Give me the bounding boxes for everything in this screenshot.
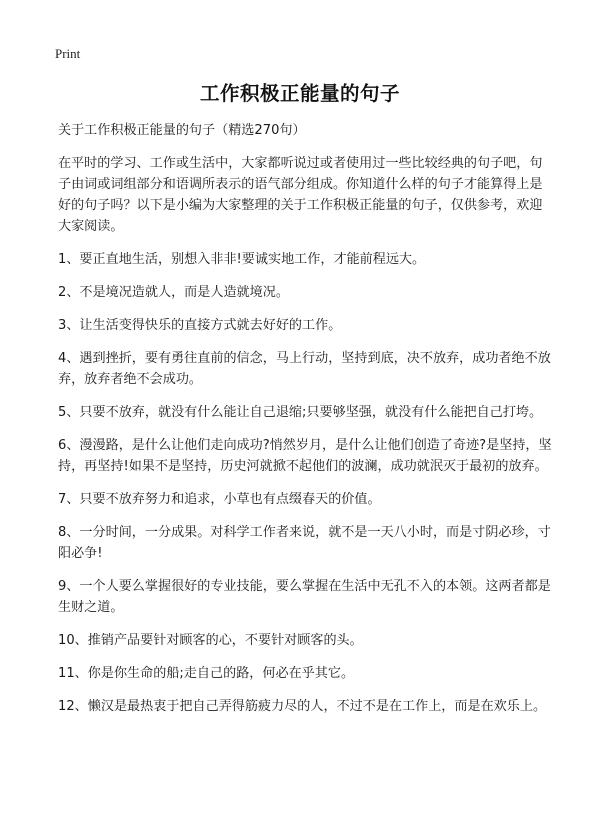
- list-item: 1、要正直地生活，别想入非非!要诚实地工作，才能前程远大。: [58, 252, 426, 267]
- list-item: 3、让生活变得快乐的直接方式就去好好的工作。: [58, 318, 342, 333]
- list-item: 6、漫漫路，是什么让他们走向成功?悄然岁月，是什么让他们创造了奇迹?是坚持，坚持，再坚持!如果不是坚持，历史河就掀不起他们的波澜，成功就泯灭于最初的放弃。: [58, 438, 552, 474]
- list-item: 7、只要不放弃努力和追求，小草也有点缀春天的价值。: [58, 492, 381, 507]
- list-item: 12、懒汉是最热衷于把自己弄得筋疲力尽的人，不过不是在工作上，而是在欢乐上。: [58, 699, 547, 714]
- list-item: 4、遇到挫折，要有勇往直前的信念，马上行动，坚持到底，决不放弃，成功者绝不放弃，放弃者绝不会成功。: [58, 351, 551, 387]
- list-item: 5、只要不放弃，就没有什么能让自己退缩;只要够坚强，就没有什么能把自己打垮。: [58, 405, 543, 420]
- list-item: 8、一分时间，一分成果。对科学工作者来说，就不是一天八小时，而是寸阴必珍，寸阳必争!: [58, 525, 551, 561]
- list-item: 11、你是你生命的船;走自己的路，何必在乎其它。: [58, 666, 355, 681]
- list-item: 10、推销产品要针对顾客的心，不要针对顾客的头。: [58, 633, 363, 648]
- list-item: 2、不是境况造就人，而是人造就境况。: [58, 285, 289, 300]
- intro-paragraph: 在平时的学习、工作或生活中，大家都听说过或者使用过一些比较经典的句子吧，句子由词或词组部分和语调所表示的语气部分组成。你知道什么样的句子才能算得上是好的句子吗？以下是小编为大家整理的关于工作积极正能量的句子，仅供参考，欢迎大家阅读。: [58, 156, 543, 234]
- article-body: [58, 120, 552, 729]
- article-subtitle: 关于工作积极正能量的句子（精选270句）: [58, 123, 306, 138]
- list-item: 9、一个人要么掌握很好的专业技能，要么掌握在生活中无孔不入的本领。这两者都是生财之道。: [58, 579, 551, 615]
- page-title: 工作积极正能量的句子: [199, 82, 400, 105]
- print-link[interactable]: Print: [55, 46, 81, 61]
- quote-list: [58, 249, 552, 717]
